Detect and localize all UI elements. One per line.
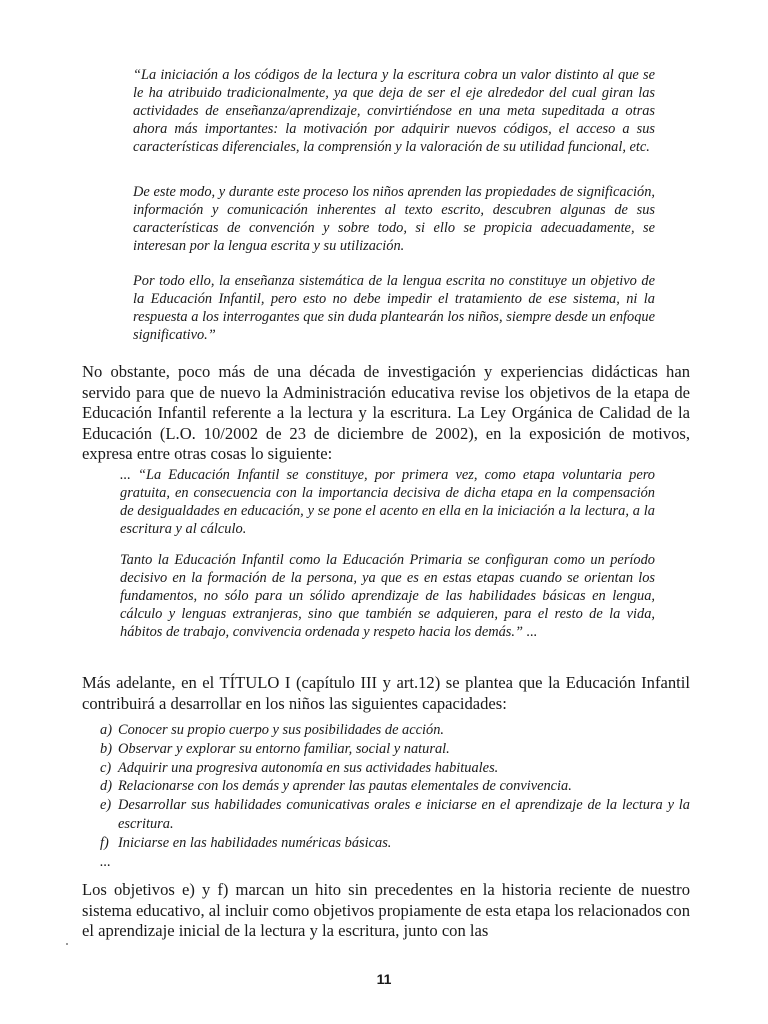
list-item-text [118,853,690,872]
list-marker: a) [100,722,112,738]
quote-text: Por todo ello, la enseñanza sistemática de la lengua escrita no constituye un objetivo de la Educación Infantil, pero esto no debe impedir el tratamiento de ese sistema, ni la respuesta a los interrogantes que sin duda plantearán los niños, siempre desde un enfoque significativo.” [133,273,655,344]
quote-paragraph-4 [120,466,655,538]
list-item-text: Adquirir una progresiva autonomía en sus actividades habituales. [118,759,499,776]
quote-text: “La iniciación a los códigos de la lectura y la escritura cobra un valor distinto al que se le ha atribuido tradicionalmente, ya que deja de ser el eje alrededor del cual giran las actividades de enseñanza/aprendizaje, convirtiéndose en una meta supeditada a otras ahora más importantes: la motivación por adquirir nuevos códigos, el acceso a sus características diferenciales, la comprensión y la valoración de su utilidad funcional, etc. [133,67,655,156]
body-text: Más adelante, en el TÍTULO I (capítulo III y art.12) se plantea que la Educación Infantil contribuirá a desarrollar en los niños las siguientes capacidades: [82,673,690,713]
body-paragraph-2 [82,673,690,714]
list-item [100,853,690,872]
list-item-text: Desarrollar sus habilidades comunicativas orales e iniciarse en el aprendizaje de la lectura y la escritura. [118,797,690,832]
page-number: 11 [376,971,392,987]
list-item [100,740,690,759]
list-marker: c) [100,759,112,776]
list-item-text: Iniciarse en las habilidades numéricas básicas. [118,834,392,851]
quote-text: Tanto la Educación Infantil como la Educación Primaria se configuran como un período decisivo en la formación de la persona, ya que es en estas etapas cuando se orientan los fundamentos, no sólo para un sólido aprendizaje de las habilidades básicas en lengua, cálculo y lenguas extranjeras, sino que también se adquieren, para el resto de la vida, hábitos de trabajo, convivencia ordenada y respeto hacia los demás.” ... [120,552,655,641]
body-paragraph-3 [82,880,690,942]
list-item [100,796,690,834]
body-text: No obstante, poco más de una década de investigación y experiencias didácticas han servido para que de nuevo la Administración educativa revise los objetivos de la etapa de Educación Infantil referente a la lectura y la escritura. La Ley Orgánica de Calidad de la Educación (L.O. 10/2002 de 23 de diciembre de 2002), en la exposición de motivos, expresa entre otras cosas lo siguiente: [82,362,690,463]
list-item [100,834,690,853]
list-item [100,777,690,796]
quote-text: ... “La Educación Infantil se constituye, por primera vez, como etapa voluntaria pero gratuita, en consecuencia con la importancia decisiva de dicha etapa en la compensación de desigualdades en educación, y se pone el acento en ella en la iniciación a la lectura, a la escritura y al cálculo. [120,467,655,538]
list-marker: e) [100,797,112,814]
list-marker: f) [100,834,109,851]
list-item [100,721,690,740]
list-item-text: Conocer su propio cuerpo y sus posibilidades de acción. [118,722,445,738]
list-marker: b) [100,740,112,757]
quote-paragraph-2 [133,183,655,255]
list-marker: d) [100,778,112,795]
capacities-list [100,721,690,871]
body-text: Los objetivos e) y f) marcan un hito sin precedentes en la historia reciente de nuestro sistema educativo, al incluir como objetivos propiamente de esta etapa los relacionados con el aprendizaje inicial de la lectura y la escritura, junto con las [82,880,690,940]
quote-paragraph-3 [133,272,655,344]
list-item [100,759,690,778]
list-item-text: Relacionarse con los demás y aprender las pautas elementales de convivencia. [118,778,572,795]
quote-paragraph-1 [133,66,655,156]
list-marker: ... [100,853,111,870]
quote-paragraph-5 [120,551,655,641]
list-item-text: Observar y explorar su entorno familiar, social y natural. [118,740,450,757]
scan-speck [66,943,68,945]
body-paragraph-1 [82,362,690,465]
quote-text: De este modo, y durante este proceso los niños aprenden las propiedades de significación, información y comunicación inherentes al texto escrito, descubren algunas de sus características de convención y sobre todo, si ello se propicia adecuadamente, se interesan por la lengua escrita y su utilización. [133,184,655,255]
